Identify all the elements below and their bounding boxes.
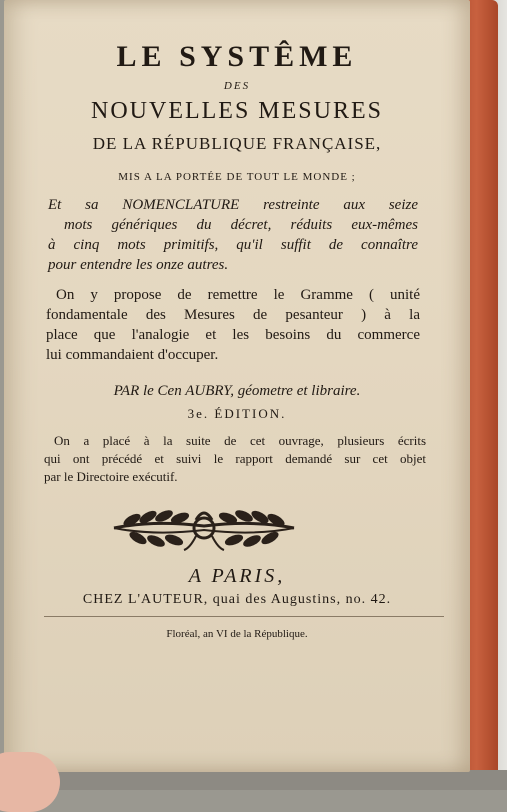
title-line-4: DE LA RÉPUBLIQUE FRANÇAISE,	[92, 134, 382, 153]
proposal-line: place que l'analogie et les besoins du commerce	[46, 327, 420, 343]
subtitle-paragraph	[48, 195, 418, 275]
subtitle-line: pour entendre les onze autres.	[48, 257, 229, 273]
title-line-2: DES	[223, 80, 251, 92]
publisher-line: CHEZ L'AUTEUR, quai des Augustins, no. 42.	[82, 592, 392, 607]
title-line-5: MIS A LA PORTÉE DE TOUT LE MONDE ;	[118, 171, 356, 183]
subtitle-line: à cinq mots primitifs, qu'il suffit de connaître	[48, 237, 418, 253]
title-line-1: LE SYSTÊME	[116, 40, 358, 73]
note-line: On a placé à la suite de cet ouvrage, plusieurs écrits	[54, 433, 426, 448]
thumb	[0, 752, 60, 812]
proposal-paragraph	[46, 285, 420, 365]
subtitle-line: Et sa NOMENCLATURE restreinte aux seize	[48, 197, 418, 213]
laurel-ornament-icon	[104, 498, 304, 554]
title-line-3: NOUVELLES MESURES	[90, 98, 383, 124]
date-line: Floréal, an VI de la République.	[166, 628, 308, 640]
subtitle-line: mots génériques du décret, réduits eux-mêmes	[64, 217, 418, 233]
divider	[44, 616, 444, 617]
title-page	[4, 0, 470, 772]
proposal-line: On y propose de remettre le Gramme ( unité	[56, 287, 420, 303]
proposal-line: fondamentale des Mesures de pesanteur ) à la	[46, 307, 420, 323]
note-paragraph	[44, 432, 426, 486]
city-line: A PARIS,	[188, 565, 286, 587]
background-shadow	[0, 770, 507, 790]
proposal-line: lui commandaient d'occuper.	[46, 347, 219, 363]
author-line: PAR le Cen AUBRY, géometre et libraire.	[113, 383, 361, 399]
edition-line: 3e. ÉDITION.	[187, 406, 287, 421]
note-line: par le Directoire exécutif.	[44, 469, 178, 484]
note-line: qui ont précédé et suivi le rapport demandé sur cet objet	[44, 451, 426, 466]
